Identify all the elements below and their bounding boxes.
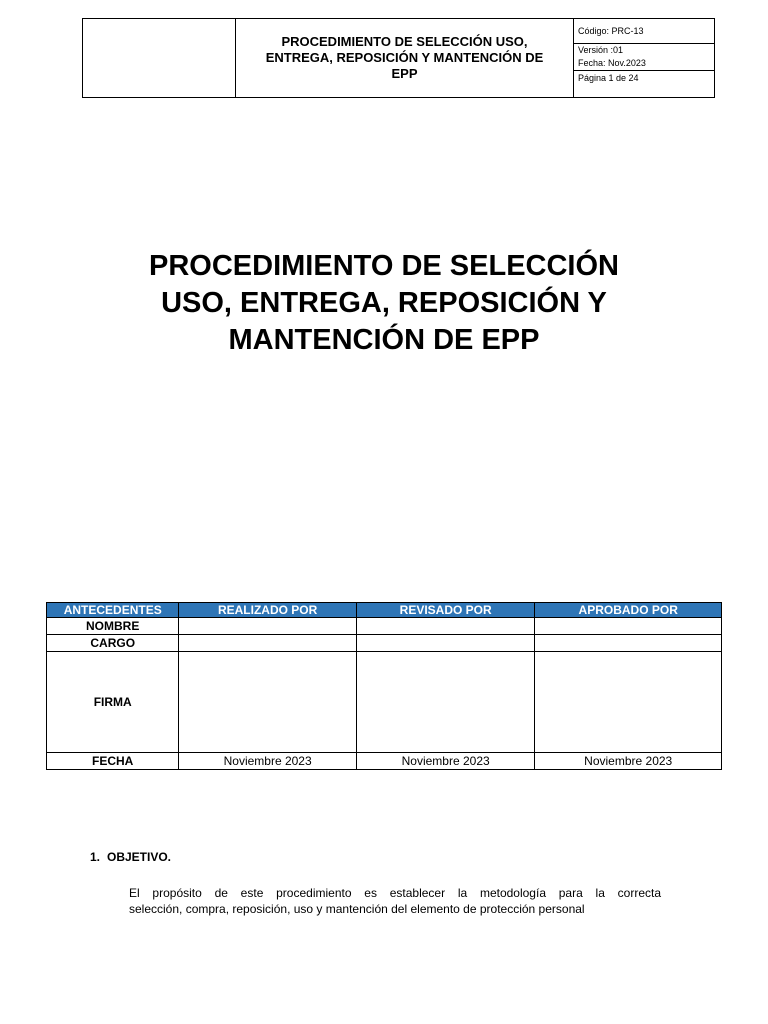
row-label: CARGO xyxy=(47,635,179,652)
main-title xyxy=(100,248,668,359)
logo-placeholder xyxy=(83,19,236,98)
header-title-line: EPP xyxy=(391,66,418,81)
header-title-line: ENTREGA, REPOSICIÓN Y MANTENCIÓN DE xyxy=(265,50,544,65)
column-header: REVISADO POR xyxy=(356,603,535,618)
table-cell xyxy=(535,618,722,635)
document-version: Versión :01 xyxy=(578,45,624,55)
paragraph-line: selección, compra, reposición, uso y mantención del elemento de protección personal xyxy=(129,902,585,916)
row-label: NOMBRE xyxy=(47,618,179,635)
section-heading xyxy=(90,850,171,864)
column-header: APROBADO POR xyxy=(535,603,722,618)
signature-cell xyxy=(535,652,722,753)
table-cell xyxy=(179,618,357,635)
header-meta xyxy=(574,19,715,98)
row-label: FIRMA xyxy=(47,652,179,753)
table-row-firma xyxy=(47,652,722,753)
table-cell: Noviembre 2023 xyxy=(535,753,722,770)
section-number: 1. xyxy=(90,850,101,864)
document-code: Código: PRC-13 xyxy=(574,19,714,44)
column-header: REALIZADO POR xyxy=(179,603,357,618)
table-cell xyxy=(535,635,722,652)
page-number: Página 1 de 24 xyxy=(578,73,639,83)
table-row-cargo xyxy=(47,635,722,652)
main-title-line: USO, ENTREGA, REPOSICIÓN Y xyxy=(161,287,607,319)
header-title xyxy=(236,19,574,98)
column-header: ANTECEDENTES xyxy=(47,603,179,618)
header-title-line: PROCEDIMIENTO DE SELECCIÓN USO, xyxy=(281,34,528,49)
table-cell: Noviembre 2023 xyxy=(179,753,357,770)
table-cell xyxy=(356,618,535,635)
paragraph-line: El propósito de este procedimiento es establecer la metodología para la correcta xyxy=(129,886,661,900)
signature-cell xyxy=(356,652,535,753)
main-title-line: PROCEDIMIENTO DE SELECCIÓN xyxy=(149,250,619,282)
table-cell xyxy=(179,635,357,652)
main-title-line: MANTENCIÓN DE EPP xyxy=(228,324,540,356)
table-cell xyxy=(356,635,535,652)
table-row-nombre xyxy=(47,618,722,635)
document-date: Fecha: Nov.2023 xyxy=(574,57,714,71)
document-header xyxy=(82,18,715,98)
table-cell: Noviembre 2023 xyxy=(356,753,535,770)
row-label: FECHA xyxy=(47,753,179,770)
table-header-row xyxy=(47,603,722,618)
table-row-fecha xyxy=(47,753,722,770)
section-body xyxy=(129,885,661,917)
approval-table xyxy=(46,602,722,770)
section-title: OBJETIVO. xyxy=(107,850,172,864)
signature-cell xyxy=(179,652,357,753)
